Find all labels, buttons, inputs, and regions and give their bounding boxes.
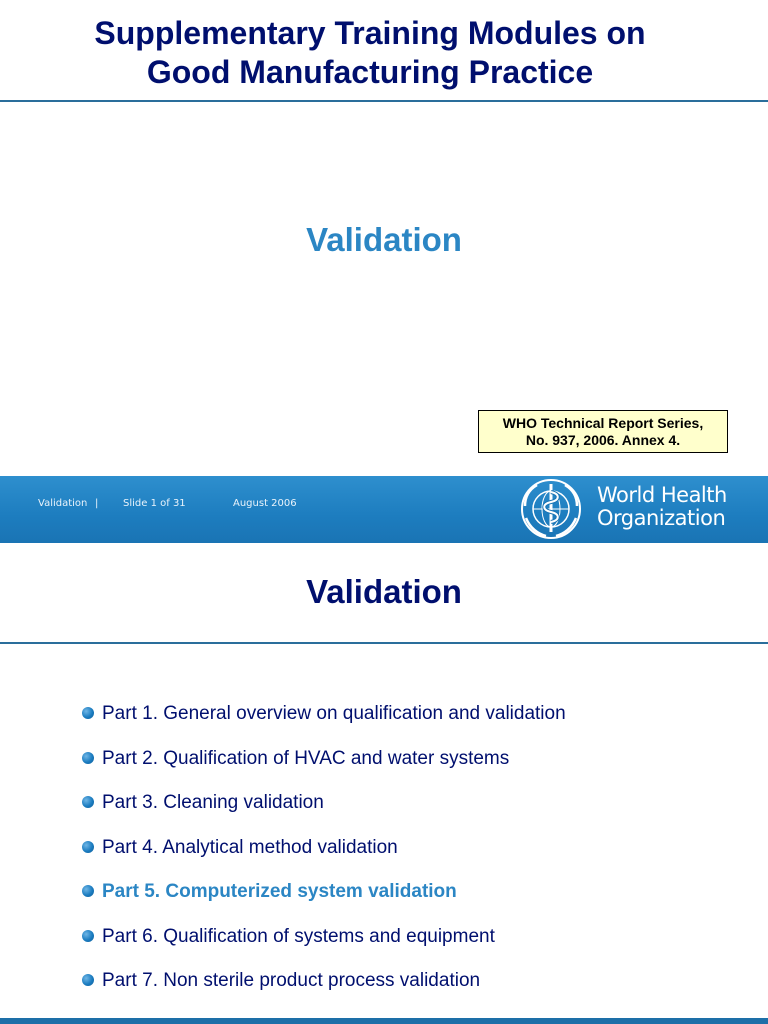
slide-title <box>0 14 740 92</box>
list-item <box>80 967 740 1012</box>
list-item-label: Part 1. General overview on qualification and validation <box>102 703 566 724</box>
title-divider <box>0 100 768 102</box>
list-item <box>80 745 740 790</box>
bullet-icon <box>82 841 94 853</box>
list-item <box>80 878 740 923</box>
list-item-label: Part 6. Qualification of systems and equipment <box>102 925 495 947</box>
slide-footer <box>0 476 768 543</box>
footer-date: August 2006 <box>233 498 297 509</box>
list-item-label: Part 5. Computerized system validation <box>102 881 457 902</box>
list-item-label: Part 3. Cleaning validation <box>102 792 324 813</box>
list-item <box>80 700 740 745</box>
list-item <box>80 834 740 879</box>
bullet-icon <box>82 796 94 808</box>
list-item-label: Part 2. Qualification of HVAC and water systems <box>102 747 510 769</box>
reference-box <box>478 410 728 453</box>
bullet-icon <box>82 974 94 986</box>
footer-topic: Validation <box>38 498 88 509</box>
footer-slide-number: Slide 1 of 31 <box>123 498 186 509</box>
who-wordmark-line-2: Organization <box>597 506 726 530</box>
slide-2-title: Validation <box>306 573 462 610</box>
list-item <box>80 923 740 968</box>
bullet-icon <box>82 707 94 719</box>
who-wordmark-line-1: World Health <box>597 483 727 507</box>
who-wordmark <box>597 484 727 530</box>
reference-line-2: No. 937, 2006. Annex 4. <box>525 431 681 448</box>
who-emblem-icon <box>520 478 582 540</box>
reference-line-1: WHO Technical Report Series, <box>502 414 704 431</box>
bullet-icon <box>82 930 94 942</box>
list-item-label: Part 7. Non sterile product process validation <box>102 970 481 991</box>
title-line-1: Supplementary Training Modules on <box>94 15 646 51</box>
parts-list <box>80 700 740 1012</box>
bottom-rule <box>0 1018 768 1024</box>
list-item-label: Part 4. Analytical method validation <box>102 836 398 858</box>
footer-separator: | <box>95 498 99 509</box>
bullet-icon <box>82 752 94 764</box>
bullet-icon <box>82 885 94 897</box>
title-line-2: Good Manufacturing Practice <box>146 54 594 90</box>
slide-2-divider <box>0 642 768 644</box>
slide-subtitle: Validation <box>306 221 462 258</box>
list-item <box>80 789 740 834</box>
